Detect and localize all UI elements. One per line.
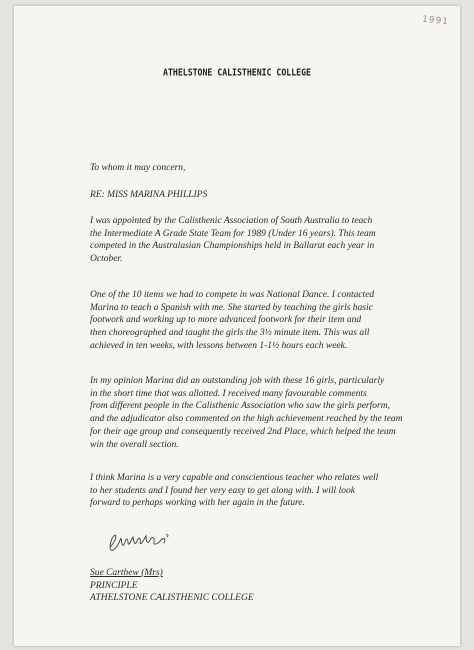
paragraph-line: the Intermediate A Grade State Team for 1989 (Under 16 years). This team [90,228,376,239]
signoff-block [90,567,440,605]
paragraph-recommendation [90,472,440,510]
paragraph-line: I was appointed by the Calisthenic Association of South Australia to teach [90,216,373,226]
paragraph-line: I think Marina is a very capable and conscientious teacher who relates well [90,473,379,483]
signature-scribble [106,526,176,556]
signoff-title: PRINCIPLE [90,580,138,591]
paragraph-line: for their age group and consequently received 2nd Place, which helped the team [90,426,396,437]
paragraph-line: forward to perhaps working with her again in the future. [90,498,305,509]
paragraph-line: Marina to teach a Spanish with me. She started by teaching the girls basic [90,302,373,313]
paragraph-line: in the short time that was allotted. I received many favourable comments [90,388,367,399]
paragraph-line: competed in the Australasian Championships held in Ballarat each year in [90,241,375,252]
paragraph-line: then choreographed and taught the girls the 3½ minute item. This was all [90,328,370,339]
salutation: To whom it may concern, [90,163,186,173]
paragraph-line: to her students and I found her very easy to get along with. I will look [90,485,355,496]
paragraph-line: October. [90,254,123,265]
re-line: RE: MISS MARINA PHILLIPS [90,190,208,200]
paragraph-line: and the adjudicator also commented on the high achievement reached by the team [90,414,403,425]
paragraph-line: achieved in ten weeks, with lessons between 1-1½ hours each week. [90,340,348,351]
paragraph-line: In my opinion Marina did an outstanding job with these 16 girls, particularly [90,376,385,386]
handwritten-year-note: 1991 [421,14,450,28]
paragraph-appointment [90,215,440,266]
paragraph-opinion [90,375,440,451]
paragraph-line: win the overall section. [90,439,179,450]
letterhead-title: ATHELSTONE CALISTHENIC COLLEGE [163,66,311,78]
paragraph-line: One of the 10 items we had to compete in was National Dance. I contacted [90,290,375,300]
letter-page [14,6,460,646]
paragraph-national-dance [90,289,440,353]
paragraph-line: from different people in the Calisthenic Association who saw the girls perform, [90,401,390,412]
paragraph-line: footwork and working up to more advanced footwork for their item and [90,315,362,326]
signoff-organization: ATHELSTONE CALISTHENIC COLLEGE [90,593,254,604]
signoff-name: Sue Carthew (Mrs) [90,568,163,578]
